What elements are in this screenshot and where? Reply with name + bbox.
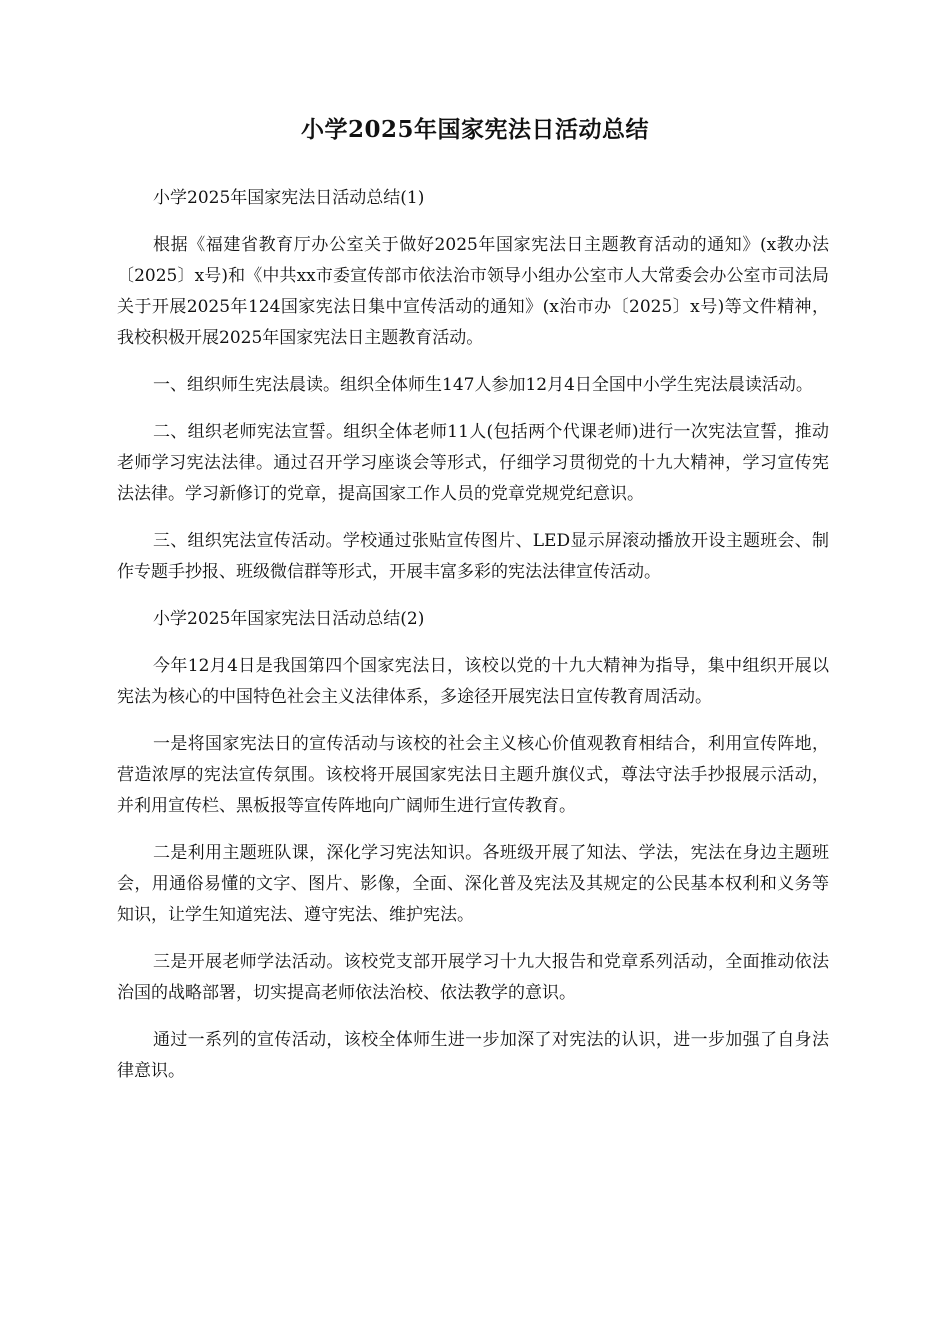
body-paragraph: 三是开展老师学法活动。该校党支部开展学习十九大报告和党章系列活动，全面推动依法治国的战略部署，切实提高老师依法治校、依法教学的意识。 [117,952,829,1003]
body-paragraph: 根据《福建省教育厅办公室关于做好2025年国家宪法日主题教育活动的通知》(x教办法〔2025〕x号)和《中共xx市委宣传部市依法治市领导小组办公室市人大常委会办公室市司法局关于开展2025年124国家宪法日集中宣传活动的通知》(x治市办〔2025〕x号)等文件精神，我校积极开展2025年国家宪法日主题教育活动。 [117,235,829,348]
document-title: 小学2025年国家宪法日活动总结 [300,116,649,143]
section-heading-1: 小学2025年国家宪法日活动总结(1) [153,188,425,208]
body-paragraph: 二是利用主题班队课，深化学习宪法知识。各班级开展了知法、学法，宪法在身边主题班会，用通俗易懂的文字、图片、影像，全面、深化普及宪法及其规定的公民基本权利和义务等知识，让学生知道宪法、遵守宪法、维护宪法。 [117,843,829,925]
section-heading-2: 小学2025年国家宪法日活动总结(2) [153,609,425,629]
body-paragraph: 一、组织师生宪法晨读。组织全体师生147人参加12月4日全国中小学生宪法晨读活动。 [153,375,813,395]
body-paragraph: 三、组织宪法宣传活动。学校通过张贴宣传图片、LED显示屏滚动播放开设主题班会、制作专题手抄报、班级微信群等形式，开展丰富多彩的宪法法律宣传活动。 [117,531,829,582]
closing-paragraph: 通过一系列的宣传活动，该校全体师生进一步加深了对宪法的认识，进一步加强了自身法律意识。 [117,1030,829,1081]
document-body [117,183,829,1103]
body-paragraph: 今年12月4日是我国第四个国家宪法日，该校以党的十九大精神为指导，集中组织开展以宪法为核心的中国特色社会主义法律体系，多途径开展宪法日宣传教育周活动。 [117,656,829,707]
body-paragraph: 一是将国家宪法日的宣传活动与该校的社会主义核心价值观教育相结合，利用宣传阵地，营造浓厚的宪法宣传氛围。该校将开展国家宪法日主题升旗仪式，尊法守法手抄报展示活动，并利用宣传栏、黑板报等宣传阵地向广阔师生进行宣传教育。 [117,734,829,816]
body-paragraph: 二、组织老师宪法宣誓。组织全体老师11人(包括两个代课老师)进行一次宪法宣誓，推动老师学习宪法法律。通过召开学习座谈会等形式，仔细学习贯彻党的十九大精神，学习宣传宪法法律。学习新修订的党章，提高国家工作人员的党章党规党纪意识。 [117,422,829,504]
